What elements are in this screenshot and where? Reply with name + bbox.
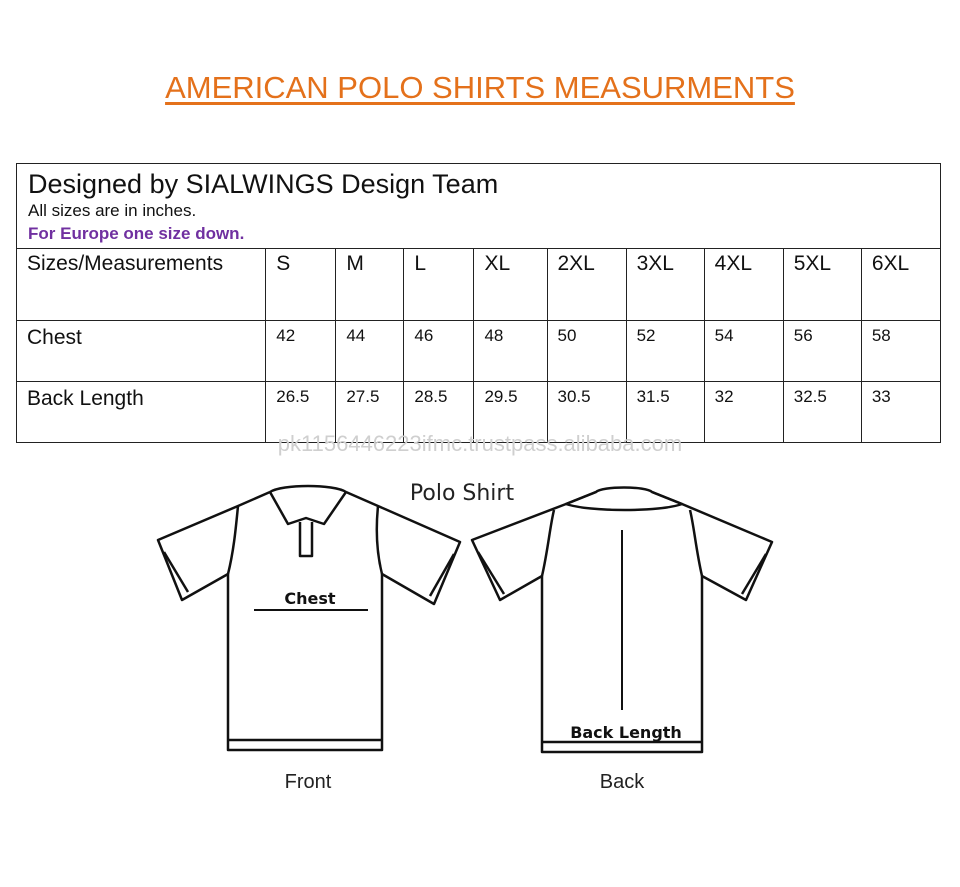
chest-label: Chest xyxy=(284,589,336,608)
size-header: L xyxy=(404,249,474,321)
size-header: 4XL xyxy=(704,249,783,321)
page-title: AMERICAN POLO SHIRTS MEASURMENTS xyxy=(165,70,795,105)
sizes-header-label: Sizes/Measurements xyxy=(17,249,266,321)
table-cell: 31.5 xyxy=(626,382,704,443)
polo-shirt-diagram xyxy=(150,470,790,800)
table-cell: 42 xyxy=(266,321,336,382)
units-note: All sizes are in inches. xyxy=(28,201,197,220)
table-cell: 29.5 xyxy=(474,382,547,443)
row-label-back-length: Back Length xyxy=(17,382,266,443)
table-cell: 58 xyxy=(861,321,940,382)
table-header-cell xyxy=(17,164,941,249)
back-length-label: Back Length xyxy=(570,723,682,742)
row-label-chest: Chest xyxy=(17,321,266,382)
table-cell: 48 xyxy=(474,321,547,382)
table-cell: 32.5 xyxy=(783,382,861,443)
table-row xyxy=(17,321,941,382)
front-label: Front xyxy=(284,771,332,793)
size-header: 6XL xyxy=(861,249,940,321)
table-cell: 26.5 xyxy=(266,382,336,443)
size-header: 2XL xyxy=(547,249,626,321)
table-cell: 56 xyxy=(783,321,861,382)
size-header: 3XL xyxy=(626,249,704,321)
table-cell: 52 xyxy=(626,321,704,382)
size-chart-table xyxy=(16,163,941,443)
size-header: 5XL xyxy=(783,249,861,321)
table-cell: 44 xyxy=(336,321,404,382)
size-header: XL xyxy=(474,249,547,321)
table-cell: 30.5 xyxy=(547,382,626,443)
watermark: pk1156446223ifmc.trustpass.alibaba.com xyxy=(277,431,683,456)
table-cell: 54 xyxy=(704,321,783,382)
front-shirt-illustration xyxy=(158,486,460,750)
table-row xyxy=(17,249,941,321)
table-cell: 50 xyxy=(547,321,626,382)
table-cell: 32 xyxy=(704,382,783,443)
table-cell: 33 xyxy=(861,382,940,443)
diagram-title: Polo Shirt xyxy=(409,481,515,506)
europe-size-note: For Europe one size down. xyxy=(28,224,245,243)
table-cell: 46 xyxy=(404,321,474,382)
back-label: Back xyxy=(599,771,645,793)
designer-credit: Designed by SIALWINGS Design Team xyxy=(28,169,499,199)
table-cell: 27.5 xyxy=(336,382,404,443)
size-header: S xyxy=(266,249,336,321)
table-cell: 28.5 xyxy=(404,382,474,443)
size-header: M xyxy=(336,249,404,321)
